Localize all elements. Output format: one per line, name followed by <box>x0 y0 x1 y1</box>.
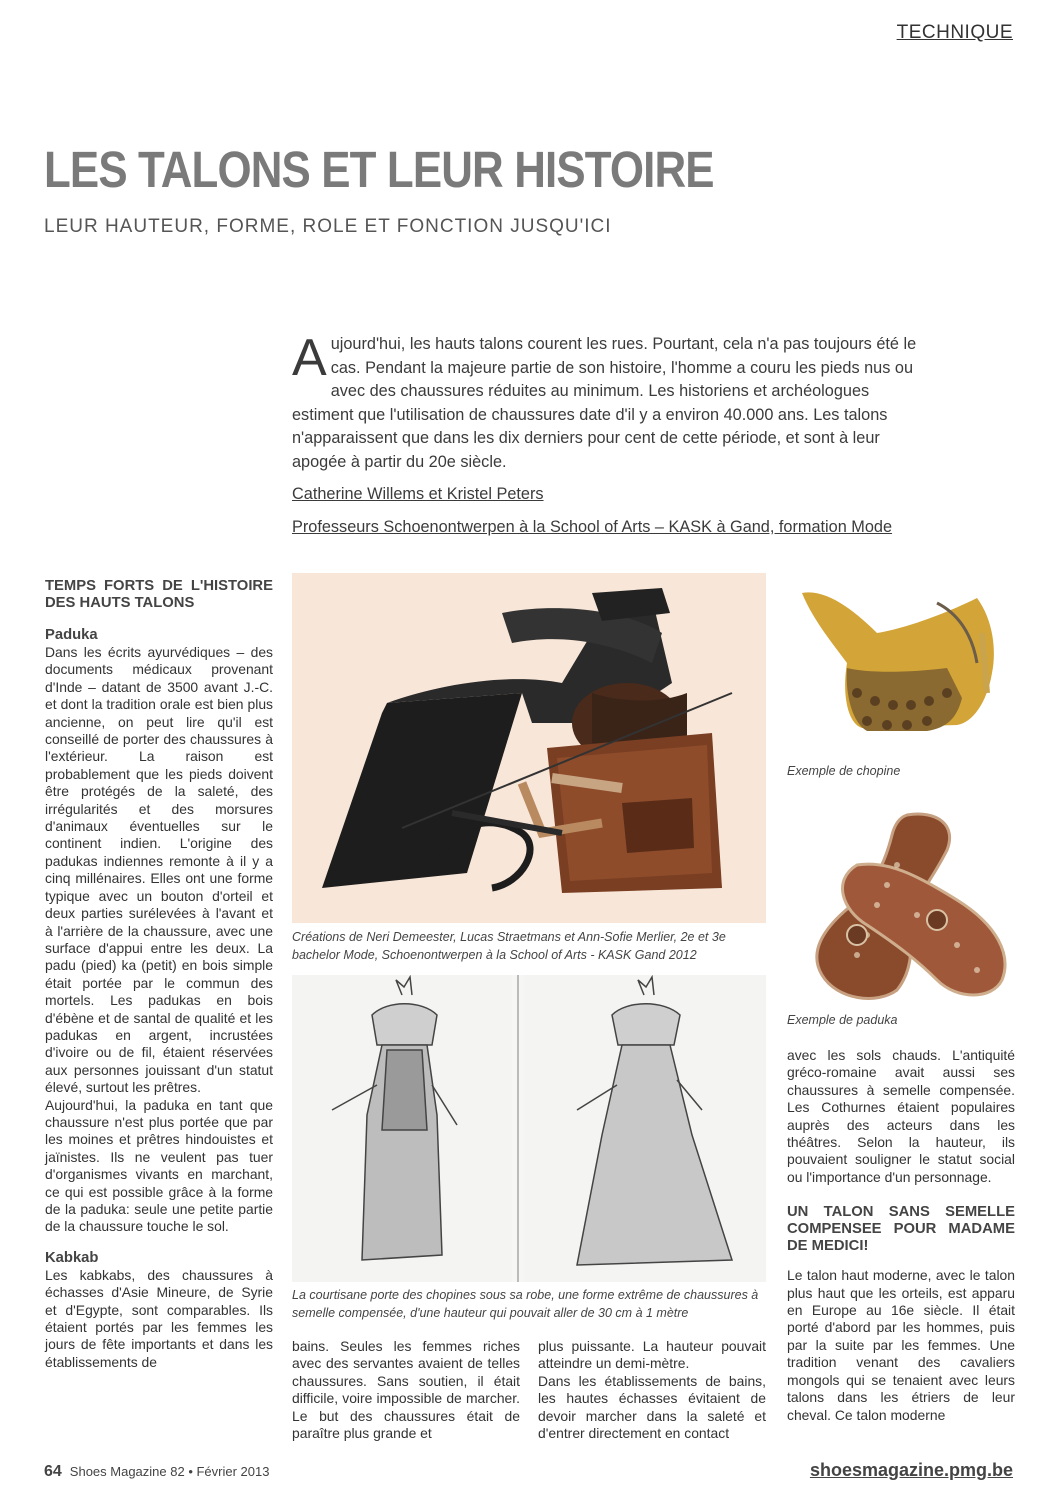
caption-chopine: Exemple de chopine <box>787 764 901 778</box>
affiliation[interactable]: Professeurs Schoenontwerpen à la School of Arts – KASK à Gand, formation Mode <box>292 518 893 536</box>
page-number: 64 <box>44 1463 62 1480</box>
chopine-photo <box>787 573 1015 753</box>
column-3 <box>538 1338 766 1442</box>
authors[interactable]: Catherine Willems et Kristel Peters <box>292 485 544 503</box>
paragraph: Les kabkabs, des chaussures à échasses d'Asie Mineure, de Syrie et d'Egypte, sont comparables. Ils étaient portés par les femmes les jours de fête importants et dans les établissements de <box>45 1266 273 1370</box>
caption-courtesan: La courtisane porte des chopines sous sa robe, une forme extrême de chaussures à semelle compensée, d'une hauteur qui pouvait aller de 30 cm à 1 mètre <box>292 1288 759 1320</box>
article-subtitle: LEUR HAUTEUR, FORME, ROLE ET FONCTION JUSQU'ICI <box>44 216 612 237</box>
paragraph: Aujourd'hui, la paduka en tant que chaussure n'est plus portée que par les moines et prêtres hindouistes et jaïnistes. Ils ne veulent pas tuer d'organismes vivants en marchant, ce qui est possible grâce à la forme de la paduka: seule une petite partie de la chaussure touche le sol. <box>45 1096 273 1235</box>
section-heading-medici: UN TALON SANS SEMELLE COMPENSEE POUR MADAME DE MEDICI! <box>787 1204 1015 1255</box>
intro-text: ujourd'hui, les hauts talons courent les rues. Pourtant, cela n'a pas toujours été le cas. Pendant la majeure partie de son histoire, l'homme a couru les pieds nus ou avec des chaussures réduites au minimum. Les historiens et archéologues estiment que l'utilisation de chaussures date d'il y a environ 40.000 ans. Les talons n'apparaissent que dans les dix derniers pour cent de cette période, et sont à leur apogée à partir du 20e siècle. <box>292 335 917 471</box>
section-label: TECHNIQUE <box>896 22 1013 43</box>
shoe-creations-photo <box>292 573 766 923</box>
drop-cap: A <box>292 329 327 387</box>
section-heading: TEMPS FORTS DE L'HISTOIRE DES HAUTS TALONS <box>45 578 273 611</box>
footer-left <box>44 1463 269 1481</box>
caption-creations: Créations de Neri Demeester, Lucas Straetmans et Ann-Sofie Merlier, 2e et 3e bachelor Mode, Schoenontwerpen à la School of Arts - KASK Gand 2012 <box>292 930 726 962</box>
subheading-paduka: Paduka <box>45 627 98 643</box>
column-2 <box>292 1338 520 1442</box>
paragraph: avec les sols chauds. L'antiquité gréco-romaine avait aussi ses chaussures à semelle compensée. Les Cothurnes étaient populaires auprès des acteurs dans les théâtres. Selon la hauteur, ils pouvaient souligner le statut social ou l'importance d'un personnage. <box>787 1047 1015 1185</box>
paragraph: Dans les établissements de bains, les hautes échasses évitaient de devoir marcher dans la saleté et d'entrer directement en contact <box>538 1372 766 1442</box>
caption-paduka: Exemple de paduka <box>787 1013 898 1027</box>
column-4 <box>787 1047 1015 1424</box>
courtesan-engravings <box>292 975 766 1282</box>
paragraph: Dans les écrits ayurvédiques – des documents médicaux provenant d'Inde – datant de 3500 avant J.-C. et dont la tradition orale est bien plus ancienne, on peut lire qu'il est conseillé de porter des chaussures à l'extérieur. La raison est probablement que les pieds doivent être protégés de la saleté, des irrégularités et des morsures d'animaux éventuelles sur le continent indien. L'origine des padukas indiennes remonte à il y a cinq millénaires. Elles ont une forme typique avec un bouton d'orteil et deux parties surélevées à l'avant et à l'arrière de la chaussure, avec une surface d'appui entre les deux. La padu (pied) ka (petit) en bois simple était portée par le commun des mortels. Les padukas en bois d'ébène et de santal de qualité et les padukas en argent, incrustées d'ivoire ou de fil, étaient réservées aux personnes jouissant d'un statut élevé, surtout les prêtres. <box>45 644 273 1096</box>
paduka-photo <box>797 805 1015 1005</box>
footer-url-link[interactable]: shoesmagazine.pmg.be <box>809 1460 1013 1480</box>
paragraph: Le talon haut moderne, avec le talon plus haut que les orteils, est apparu en Europe au 16e siècle. Il était porté d'abord par les hommes, puis par la suite par les femmes. Une tradition venant des cavaliers mongols qui se tenaient avec leurs talons dans les étriers de leur cheval. Ce talon moderne <box>787 1267 1015 1423</box>
issue-info: Shoes Magazine 82 • Février 2013 <box>69 1464 270 1479</box>
paragraph: bains. Seules les femmes riches avec des servantes avaient de telles chaussures. Sans soutien, il était difficile, voire impossible de marcher. Le but des chaussures était de paraître plus grande et <box>292 1338 520 1442</box>
subheading-kabkab: Kabkab <box>45 1249 99 1266</box>
article-title: LES TALONS ET LEUR HISTOIRE <box>44 141 714 198</box>
paragraph: plus puissante. La hauteur pouvait atteindre un demi-mètre. <box>538 1338 766 1372</box>
column-1 <box>45 578 273 1371</box>
article-intro <box>292 329 924 474</box>
